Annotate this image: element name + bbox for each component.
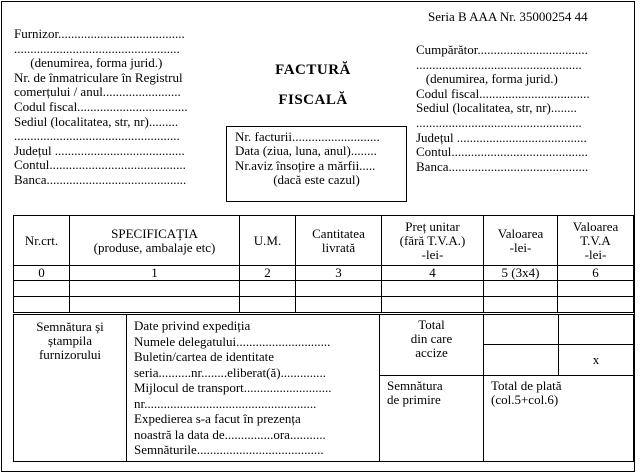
supplier-field-line: Banca........................................... [14, 171, 187, 187]
items-table [13, 215, 634, 313]
buyer-field-line: ................................................... [416, 114, 582, 130]
excise-vat-cell [558, 344, 634, 376]
column-header: Valoarea -lei- [484, 216, 558, 266]
supplier-field-line: ................................................... [14, 128, 180, 144]
buyer-field-line: Sediul (localitatea, str, nr)........ [416, 100, 577, 116]
total-value-cell [483, 314, 559, 345]
supplier-field-line: Codul fiscal.................................. [14, 98, 188, 114]
buyer-field-line: ................................................... [416, 56, 582, 72]
supplier-signature-label: Semnătura și [36, 319, 104, 334]
excise-value-cell [483, 344, 559, 376]
supplier-field-line: comerțului / anul........................ [14, 84, 181, 100]
buyer-field-line: Cumpărător.................................. [416, 42, 588, 57]
column-number: 4 [382, 266, 484, 281]
expedition-field-line: Semnăturile....................................... [134, 442, 324, 457]
total-payment-label: Total de plată [491, 378, 562, 393]
supplier-field-line: (denumirea, forma jurid.) [14, 55, 163, 71]
expedition-field-line: Date privind expediția [134, 318, 251, 333]
invoice-info-line: Data (ziua, luna, anul)........ [235, 143, 377, 159]
supplier-signature-label: ștampila [47, 333, 93, 348]
column-number: 1 [70, 266, 240, 281]
total-label: Total [418, 317, 445, 332]
total-vat-cell [558, 314, 634, 345]
supplier-signature-label: furnizorului [38, 347, 102, 362]
table-row [14, 297, 634, 313]
buyer-block [416, 43, 590, 174]
expedition-field-line: nr..................................................... [134, 395, 317, 411]
buyer-field-line: Județul ........................................ [416, 129, 587, 145]
buyer-field-line: Codul fiscal.................................. [416, 85, 590, 101]
buyer-field-line: Contul.......................................... [416, 144, 588, 160]
column-header: U.M. [240, 216, 296, 266]
column-number: 3 [296, 266, 382, 281]
expedition-field-line: Mijlocul de transport........................... [134, 380, 332, 395]
supplier-field-line: ................................................... [14, 40, 180, 56]
invoice-info-line: (dacă este cazul) [273, 172, 360, 188]
supplier-signature-cell [13, 314, 127, 462]
receipt-signature-cell [379, 375, 484, 462]
total-payment-label: (col.5+col.6) [491, 392, 559, 407]
supplier-field-line: Contul.......................................... [14, 157, 186, 173]
total-label: din care [410, 331, 453, 346]
expedition-field-line: noastră la data de...............ora........... [134, 426, 326, 442]
vat-not-applicable-mark: x [592, 352, 600, 367]
table-row [14, 281, 634, 297]
expedition-field-line: Numele delegatului............................. [134, 333, 331, 349]
invoice-info-box [226, 126, 407, 202]
expedition-field-line: Expedierea s-a facut în prezența [134, 411, 301, 426]
total-payment-cell [483, 375, 634, 462]
series-number: Seria B AAA Nr. 35000254 44 [428, 9, 588, 24]
supplier-field-line: Județul ........................................ [14, 142, 185, 158]
expedition-field-line: Buletin/cartea de identitate [134, 349, 275, 364]
table-number-row [14, 266, 634, 281]
column-number: 6 [558, 266, 634, 281]
supplier-block [14, 27, 188, 188]
supplier-field-line: Furnizor....................................... [14, 26, 185, 41]
column-header: SPECIFICAȚIA (produse, ambalaje etc) [70, 216, 240, 266]
total-label: accize [415, 345, 448, 360]
invoice-title: FACTURĂ [275, 62, 351, 78]
invoice-footer [13, 314, 634, 462]
invoice-info-line: Nr.aviz însoțire a mărfii..... [235, 157, 376, 173]
expedition-cell [126, 314, 380, 462]
column-header: Cantitatea livrată [296, 216, 382, 266]
buyer-field-line: Banca........................................... [416, 158, 589, 174]
column-number: 2 [240, 266, 296, 281]
column-header: Valoarea T.V.A -lei- [558, 216, 634, 266]
column-number: 0 [14, 266, 70, 281]
buyer-field-line: (denumirea, forma jurid.) [416, 71, 558, 87]
expedition-field-line: seria..........nr........eliberat(ă).............. [134, 364, 327, 380]
table-header-row [14, 216, 634, 266]
supplier-field-line: Nr. de înmatriculare în Registrul [14, 69, 183, 85]
invoice-info-line: Nr. facturii........................... [235, 129, 380, 144]
total-cell [379, 314, 484, 376]
supplier-field-line: Sediul (localitatea, str, nr)......... [14, 113, 179, 129]
receipt-signature-label: de primire [387, 392, 441, 407]
column-header: Nr.crt. [14, 216, 70, 266]
column-number: 5 (3x4) [484, 266, 558, 281]
receipt-signature-label: Semnătura [387, 378, 443, 393]
column-header: Preț unitar (fără T.V.A.) -lei- [382, 216, 484, 266]
invoice-subtitle: FISCALĂ [278, 92, 348, 108]
